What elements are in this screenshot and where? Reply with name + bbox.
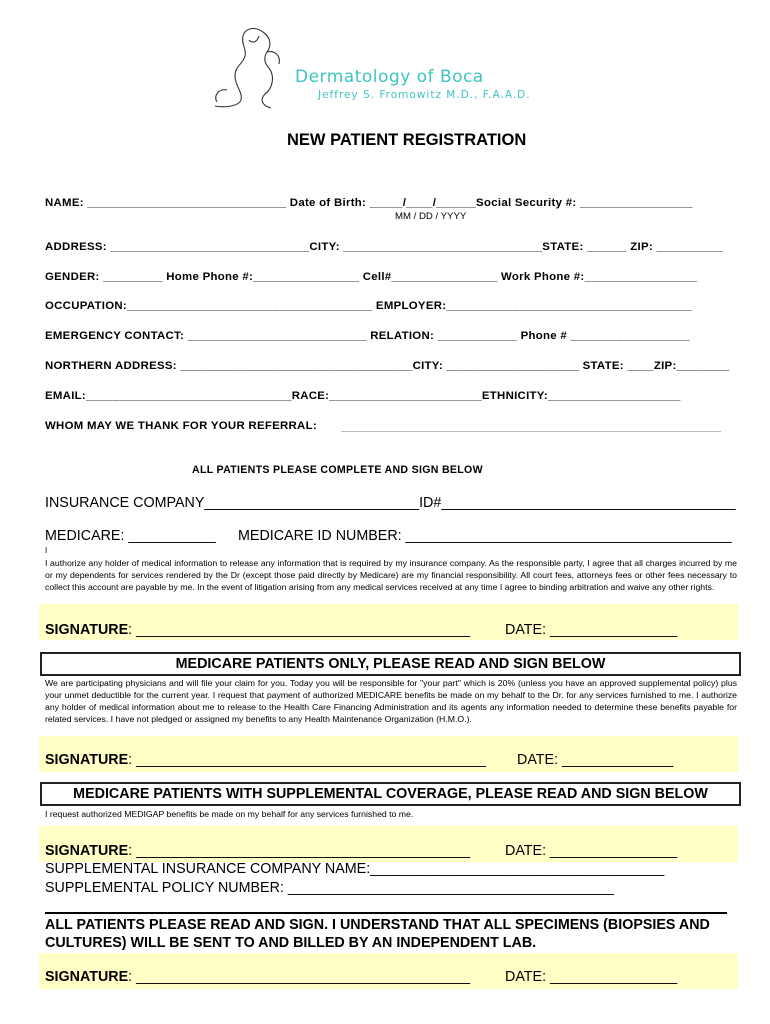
supplemental-heading-box: MEDICARE PATIENTS WITH SUPPLEMENTAL COVERAGE, PLEASE READ AND SIGN BELOW [40,782,741,806]
date-2-line[interactable] [517,752,673,768]
signature-4-label: SIGNATURE [45,969,129,985]
medicare-field[interactable] [45,528,216,544]
supplemental-policy-row[interactable]: SUPPLEMENTAL POLICY NUMBER: _________________________________________ [45,880,614,896]
medicare-label: MEDICARE: _____ [45,528,169,544]
name-row[interactable]: NAME: ______________________________ Date of Birth: _____/____/______Social Security #: _________________ [45,197,693,209]
medicare-id-row[interactable]: MEDICARE ID NUMBER: _________________________________________ [238,528,732,544]
signature-3-label: SIGNATURE [45,843,129,859]
stray-mark: I [45,546,48,555]
specimens-statement: ALL PATIENTS PLEASE READ AND SIGN. I UNDERSTAND THAT ALL SPECIMENS (BIOPSIES AND CULTURES) WILL BE SENT TO AND BILLED BY AN INDEPENDENT LAB. [45,917,710,951]
practice-name: Dermatology of Boca [295,67,484,87]
signature-4-line[interactable] [45,969,470,985]
signature-2-blank: : ____________________________________________ [128,752,486,768]
date-1-blank: ________________ [546,622,678,638]
signature-1-line[interactable] [45,622,470,638]
referral-field-line[interactable] [341,431,721,432]
date-2-label: DATE: [517,752,559,768]
authorization-text: I authorize any holder of medical information to release any information that is required by my insurance company. As the responsible party, I agree that all charges incurred by me or my dependents for services rendered by the Dr (except those paid directly by Medicare) are my financial responsibility. All court fees, attorneys fees or other fees necessary to collect this account are payable by me. In the event of litigation arising from any medical services received at any time I agree to binding arbitration and waive any other rights. [45,558,737,592]
physician-name: Jeffrey S. Fromowitz M.D., F.A.A.D. [318,89,531,101]
date-1-label: DATE: [505,622,547,638]
medicare-heading-box: MEDICARE PATIENTS ONLY, PLEASE READ AND SIGN BELOW [40,652,741,676]
address-row[interactable]: ADDRESS: ______________________________CITY: ______________________________STATE: ______ ZIP: __________ [45,241,723,253]
date-2-blank: ______________ [558,752,674,768]
dob-format-hint: MM / DD / YYYY [395,211,467,222]
occupation-row[interactable]: OCCUPATION:_____________________________________ EMPLOYER:_____________________________________ [45,300,692,312]
all-patients-heading: ALL PATIENTS PLEASE COMPLETE AND SIGN BELOW [192,464,483,476]
insurance-company-row[interactable]: INSURANCE COMPANY___________________________ID#_____________________________________ [45,495,736,511]
medicare-underline: ______ [168,528,216,544]
date-3-label: DATE: [505,843,547,859]
gender-phone-row[interactable]: GENDER: _________ Home Phone #:________________ Cell#________________ Work Phone #:_________________ [45,271,698,283]
signature-3-line[interactable] [45,843,470,859]
medicare-text: We are participating physicians and will file your claim for you. Today you will be responsible for "your part" which is 20% (unless you have an approved supplemental policy) plus your unmet deductible for the current year. I request that payment of authorized MEDICARE benefits be made on my behalf to the Dr. for any services furnished to me. I authorize any holder of medical information about me to release to the Health Care Financing Administration and its agents any information needed to determine these benefits payable for related services. I have not pledged or assigned my benefits to any Health Maintenance Organization (H.M.O.). [45,678,737,724]
date-3-blank: ________________ [546,843,678,859]
logo-figure-icon [205,22,297,114]
page-title: NEW PATIENT REGISTRATION [287,131,527,149]
supplemental-company-row[interactable]: SUPPLEMENTAL INSURANCE COMPANY NAME:_____________________________________ [45,861,665,877]
date-4-label: DATE: [505,969,547,985]
signature-1-label: SIGNATURE [45,622,129,638]
emergency-contact-row[interactable]: EMERGENCY CONTACT: ___________________________ RELATION: ____________ Phone # __________________ [45,330,690,342]
signature-3-blank: : __________________________________________ [128,843,471,859]
signature-1-blank: : __________________________________________ [128,622,471,638]
northern-address-row[interactable]: NORTHERN ADDRESS: ___________________________________CITY: ____________________ STATE: ____ZIP:________ [45,360,730,372]
signature-2-line[interactable] [45,752,486,768]
signature-2-label: SIGNATURE [45,752,129,768]
date-4-line[interactable] [505,969,677,985]
signature-4-blank: : __________________________________________ [128,969,471,985]
section-divider [45,912,727,914]
date-4-blank: ________________ [546,969,678,985]
referral-label: WHOM MAY WE THANK FOR YOUR REFERRAL: [45,420,317,432]
date-1-line[interactable] [505,622,677,638]
date-3-line[interactable] [505,843,677,859]
supplemental-text: I request authorized MEDIGAP benefits be made on my behalf for any services furnished to me. [45,809,414,819]
email-race-row[interactable]: EMAIL:_______________________________RACE:_______________________ETHNICITY:____________________ [45,390,681,402]
